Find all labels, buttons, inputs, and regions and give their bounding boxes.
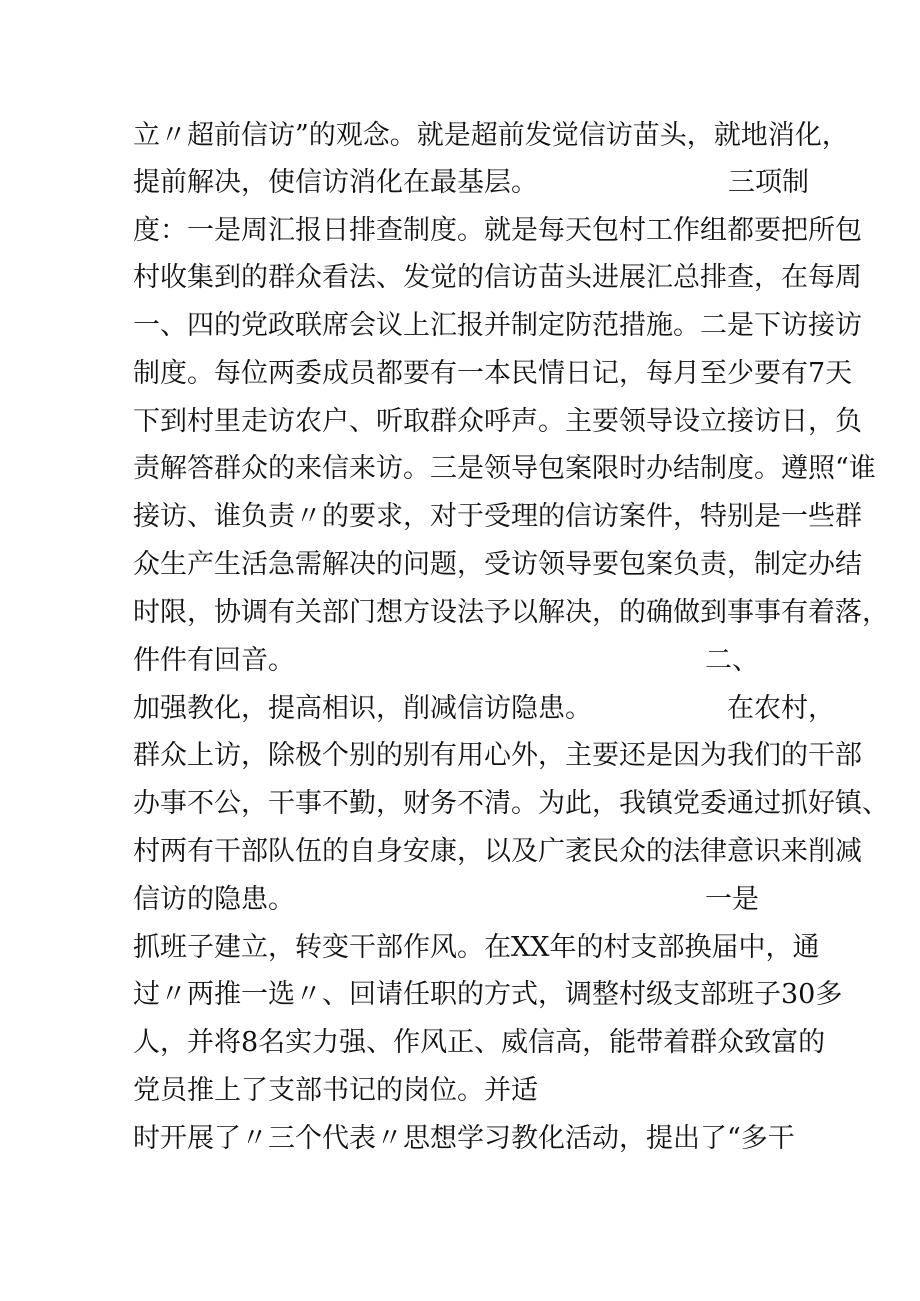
text-line [133, 1025, 826, 1065]
text-line [133, 1073, 798, 1113]
text-line [133, 308, 862, 348]
text-segment: 提前解决，使信访消化在最基层。 [133, 167, 538, 198]
text-line [133, 165, 809, 205]
text-segment: 村两有干部队伍的自身安康，以及广袤民众的法律意识来削减 [133, 836, 862, 867]
text-segment: 接访、谁负责〃的要求，对于受理的信访案件，特别是一些群 [133, 501, 862, 532]
text-segment: 下到村里走访农户、听取群众呼声。主要领导设立接访日，负 [133, 406, 862, 437]
text-segment: 时开展了〃三个代表〃思想学习教化活动，提出了“多干 [133, 1123, 795, 1154]
text-line [133, 691, 835, 731]
text-line [133, 643, 798, 683]
text-segment: 一是 [705, 884, 759, 915]
text-segment: 群众上访，除极个别的别有用心外，主要还是因为我们的干部 [133, 740, 862, 771]
text-line [133, 547, 862, 587]
text-line [133, 882, 798, 922]
text-line [133, 451, 876, 491]
text-line [133, 260, 862, 300]
text-line [133, 977, 843, 1017]
text-segment: 办事不公，干事不勤，财务不清。为此，我镇党委通过抓好镇、 [133, 788, 889, 819]
text-line [133, 595, 889, 635]
text-line [133, 356, 853, 396]
text-segment: 过〃两推一选〃、回请任职的方式，调整村级支部班子30多 [133, 979, 843, 1010]
text-segment: 党员推上了支部书记的岗位。并适 [133, 1075, 538, 1106]
text-segment: 责解答群众的来信来访。三是领导包案限时办结制度。遵照“谁 [133, 453, 876, 484]
text-segment: 加强教化，提高相识，削减信访隐患。 [133, 693, 592, 724]
text-segment: 在农村， [727, 693, 835, 724]
text-segment: 村收集到的群众看法、发觉的信访苗头进展汇总排查，在每周 [133, 262, 862, 293]
text-segment: 三项制 [728, 167, 809, 198]
text-line [133, 786, 889, 826]
text-segment: 人，并将8名实力强、作风正、威信高，能带着群众致富的 [133, 1027, 826, 1058]
text-line [133, 738, 862, 778]
text-segment: 制度。每位两委成员都要有一本民情日记，每月至少要有7天 [133, 358, 853, 389]
text-line [133, 404, 862, 444]
text-segment: 件件有回音。 [133, 645, 295, 676]
text-segment: 抓班子建立，转变干部作风。在XX年的村支部换届中，通 [133, 932, 820, 963]
text-line [133, 930, 820, 970]
text-segment: 立〃超前信访”的观念。就是超前发觉信访苗头，就地消化， [133, 120, 849, 151]
text-segment: 度：一是周汇报日排查制度。就是每天包村工作组都要把所包 [133, 215, 862, 246]
text-segment: 一、四的党政联席会议上汇报并制定防范措施。二是下访接访 [133, 310, 862, 341]
text-segment: 信访的隐患。 [133, 884, 295, 915]
text-segment: 众生产生活急需解决的问题，受访领导要包案负责，制定办结 [133, 549, 862, 580]
text-line [133, 118, 849, 158]
text-segment: 二、 [705, 645, 759, 676]
text-line [133, 1121, 798, 1161]
text-line [133, 499, 862, 539]
text-line [133, 834, 862, 874]
text-line [133, 213, 862, 253]
text-segment: 时限，协调有关部门想方设法予以解决，的确做到事事有着落， [133, 597, 889, 628]
